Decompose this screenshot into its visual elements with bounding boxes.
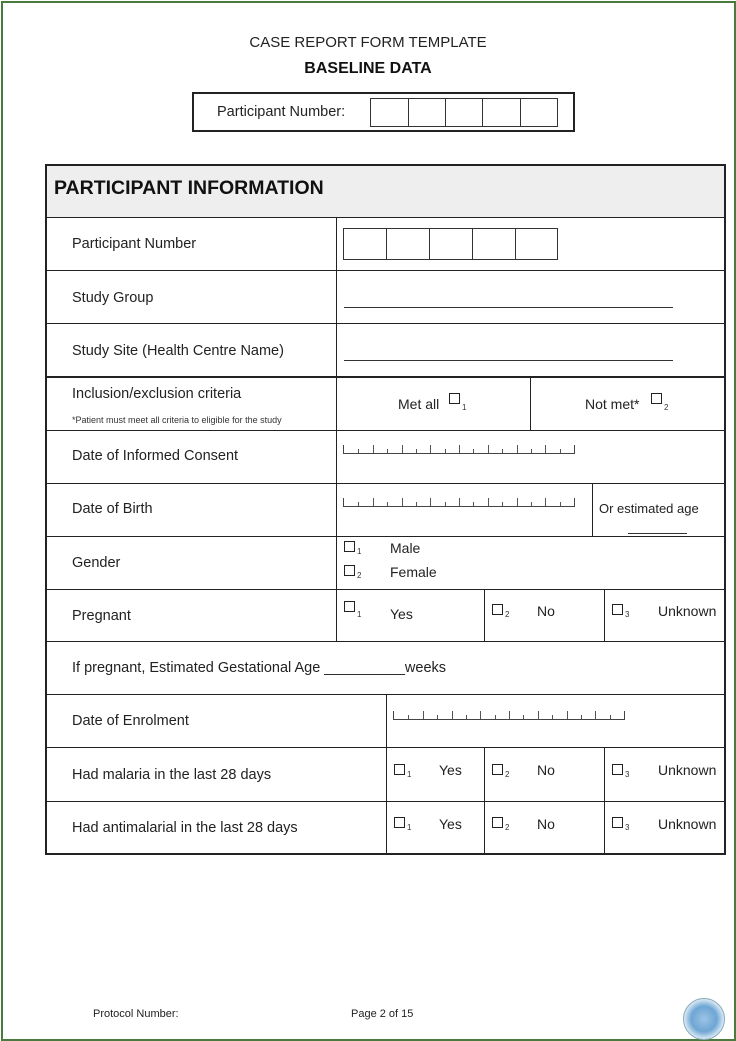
male-label: Male — [390, 540, 421, 556]
date-tick — [459, 498, 460, 506]
met-all-label: Met all — [398, 396, 440, 412]
date-tick — [502, 502, 503, 506]
date-tick — [423, 711, 424, 719]
gestational-age-label: If pregnant, Estimated Gestational Age __________weeks — [72, 660, 447, 676]
date-tick — [358, 449, 359, 453]
digit-box[interactable] — [386, 228, 429, 260]
date-tick — [610, 715, 611, 719]
digit-box[interactable] — [445, 98, 482, 127]
study-site-label: Study Site (Health Centre Name) — [72, 343, 284, 359]
pregnant-unknown-checkbox[interactable] — [612, 604, 623, 615]
digit-box[interactable] — [482, 98, 520, 127]
date-tick — [502, 449, 503, 453]
pregnant-unknown-label: Unknown — [658, 603, 717, 619]
date-tick — [459, 445, 460, 453]
antimalarial-yes-label: Yes — [439, 816, 462, 832]
malaria-unknown-checkbox[interactable] — [612, 764, 623, 775]
protocol-number-label: Protocol Number: — [93, 1008, 179, 1020]
date-tick — [416, 449, 417, 453]
inclusion-criteria-note: *Patient must meet all criteria to eligible for the study — [72, 415, 282, 425]
date-tick — [466, 715, 467, 719]
date-tick — [387, 449, 388, 453]
date-tick — [408, 715, 409, 719]
estimated-age-field[interactable] — [628, 533, 687, 534]
estimated-age-label: Or estimated age — [599, 501, 699, 516]
section-title: PARTICIPANT INFORMATION — [54, 177, 324, 199]
digit-box[interactable] — [515, 228, 558, 260]
date-tick — [437, 715, 438, 719]
date-tick — [552, 715, 553, 719]
date-tick — [473, 502, 474, 506]
study-group-label: Study Group — [72, 290, 154, 306]
date-tick — [445, 502, 446, 506]
met-all-code: 1 — [462, 403, 467, 412]
informed-consent-label: Date of Informed Consent — [72, 448, 239, 464]
male-checkbox[interactable] — [344, 541, 355, 552]
date-tick — [430, 498, 431, 506]
date-tick — [373, 445, 374, 453]
participant-number-field[interactable] — [343, 228, 558, 260]
date-tick — [595, 711, 596, 719]
not-met-label: Not met* — [585, 396, 640, 412]
date-tick — [567, 711, 568, 719]
gender-label: Gender — [72, 555, 121, 571]
form-subtitle: BASELINE DATA — [304, 60, 432, 77]
date-tick — [373, 498, 374, 506]
date-tick — [517, 498, 518, 506]
antimalarial-label: Had antimalarial in the last 28 days — [72, 820, 298, 836]
participant-number-row-label: Participant Number — [72, 236, 197, 252]
digit-box[interactable] — [343, 228, 386, 260]
date-tick — [495, 715, 496, 719]
malaria-no-label: No — [537, 762, 555, 778]
date-tick — [488, 498, 489, 506]
date-tick — [581, 715, 582, 719]
inclusion-criteria-label: Inclusion/exclusion criteria — [72, 386, 242, 402]
date-tick — [517, 445, 518, 453]
digit-box[interactable] — [472, 228, 515, 260]
date-tick — [509, 711, 510, 719]
study-group-field[interactable] — [344, 307, 673, 308]
not-met-checkbox[interactable] — [651, 393, 662, 404]
antimalarial-no-checkbox[interactable] — [492, 817, 503, 828]
date-tick — [560, 449, 561, 453]
date-tick — [531, 502, 532, 506]
date-tick — [545, 498, 546, 506]
malaria-yes-label: Yes — [439, 762, 462, 778]
antimalarial-unknown-checkbox[interactable] — [612, 817, 623, 828]
dob-label: Date of Birth — [72, 501, 153, 517]
study-site-field[interactable] — [344, 360, 673, 361]
date-tick — [538, 711, 539, 719]
digit-box[interactable] — [408, 98, 445, 127]
digit-box[interactable] — [429, 228, 472, 260]
not-met-code: 2 — [664, 403, 669, 412]
page-number: Page 2 of 15 — [351, 1008, 414, 1020]
digit-box[interactable] — [520, 98, 558, 127]
pregnant-yes-checkbox[interactable] — [344, 601, 355, 612]
antimalarial-no-label: No — [537, 816, 555, 832]
date-tick — [452, 711, 453, 719]
dob-date-field[interactable] — [343, 498, 575, 507]
date-tick — [402, 445, 403, 453]
date-tick — [545, 445, 546, 453]
malaria-no-checkbox[interactable] — [492, 764, 503, 775]
pregnant-no-label: No — [537, 603, 555, 619]
enrolment-label: Date of Enrolment — [72, 713, 189, 729]
pregnant-no-checkbox[interactable] — [492, 604, 503, 615]
date-tick — [488, 445, 489, 453]
date-tick — [480, 711, 481, 719]
malaria-label: Had malaria in the last 28 days — [72, 767, 272, 783]
female-checkbox[interactable] — [344, 565, 355, 576]
date-tick — [531, 449, 532, 453]
malaria-yes-checkbox[interactable] — [394, 764, 405, 775]
digit-box[interactable] — [370, 98, 408, 127]
date-tick — [402, 498, 403, 506]
date-tick — [445, 449, 446, 453]
date-tick — [416, 502, 417, 506]
malaria-unknown-label: Unknown — [658, 762, 717, 778]
informed-consent-date-field[interactable] — [343, 445, 575, 454]
date-tick — [560, 502, 561, 506]
female-label: Female — [390, 564, 437, 580]
date-tick — [358, 502, 359, 506]
date-tick — [387, 502, 388, 506]
organization-seal-logo — [683, 998, 725, 1040]
form-title: CASE REPORT FORM TEMPLATE — [249, 34, 487, 51]
met-all-checkbox[interactable] — [449, 393, 460, 404]
antimalarial-unknown-label: Unknown — [658, 816, 717, 832]
pregnant-label: Pregnant — [72, 608, 131, 624]
antimalarial-yes-checkbox[interactable] — [394, 817, 405, 828]
pregnant-yes-label: Yes — [390, 606, 413, 622]
enrolment-date-field[interactable] — [393, 711, 625, 720]
date-tick — [523, 715, 524, 719]
date-tick — [473, 449, 474, 453]
header-participant-number-field[interactable] — [370, 98, 558, 127]
date-tick — [430, 445, 431, 453]
participant-number-label: Participant Number: — [217, 104, 346, 120]
